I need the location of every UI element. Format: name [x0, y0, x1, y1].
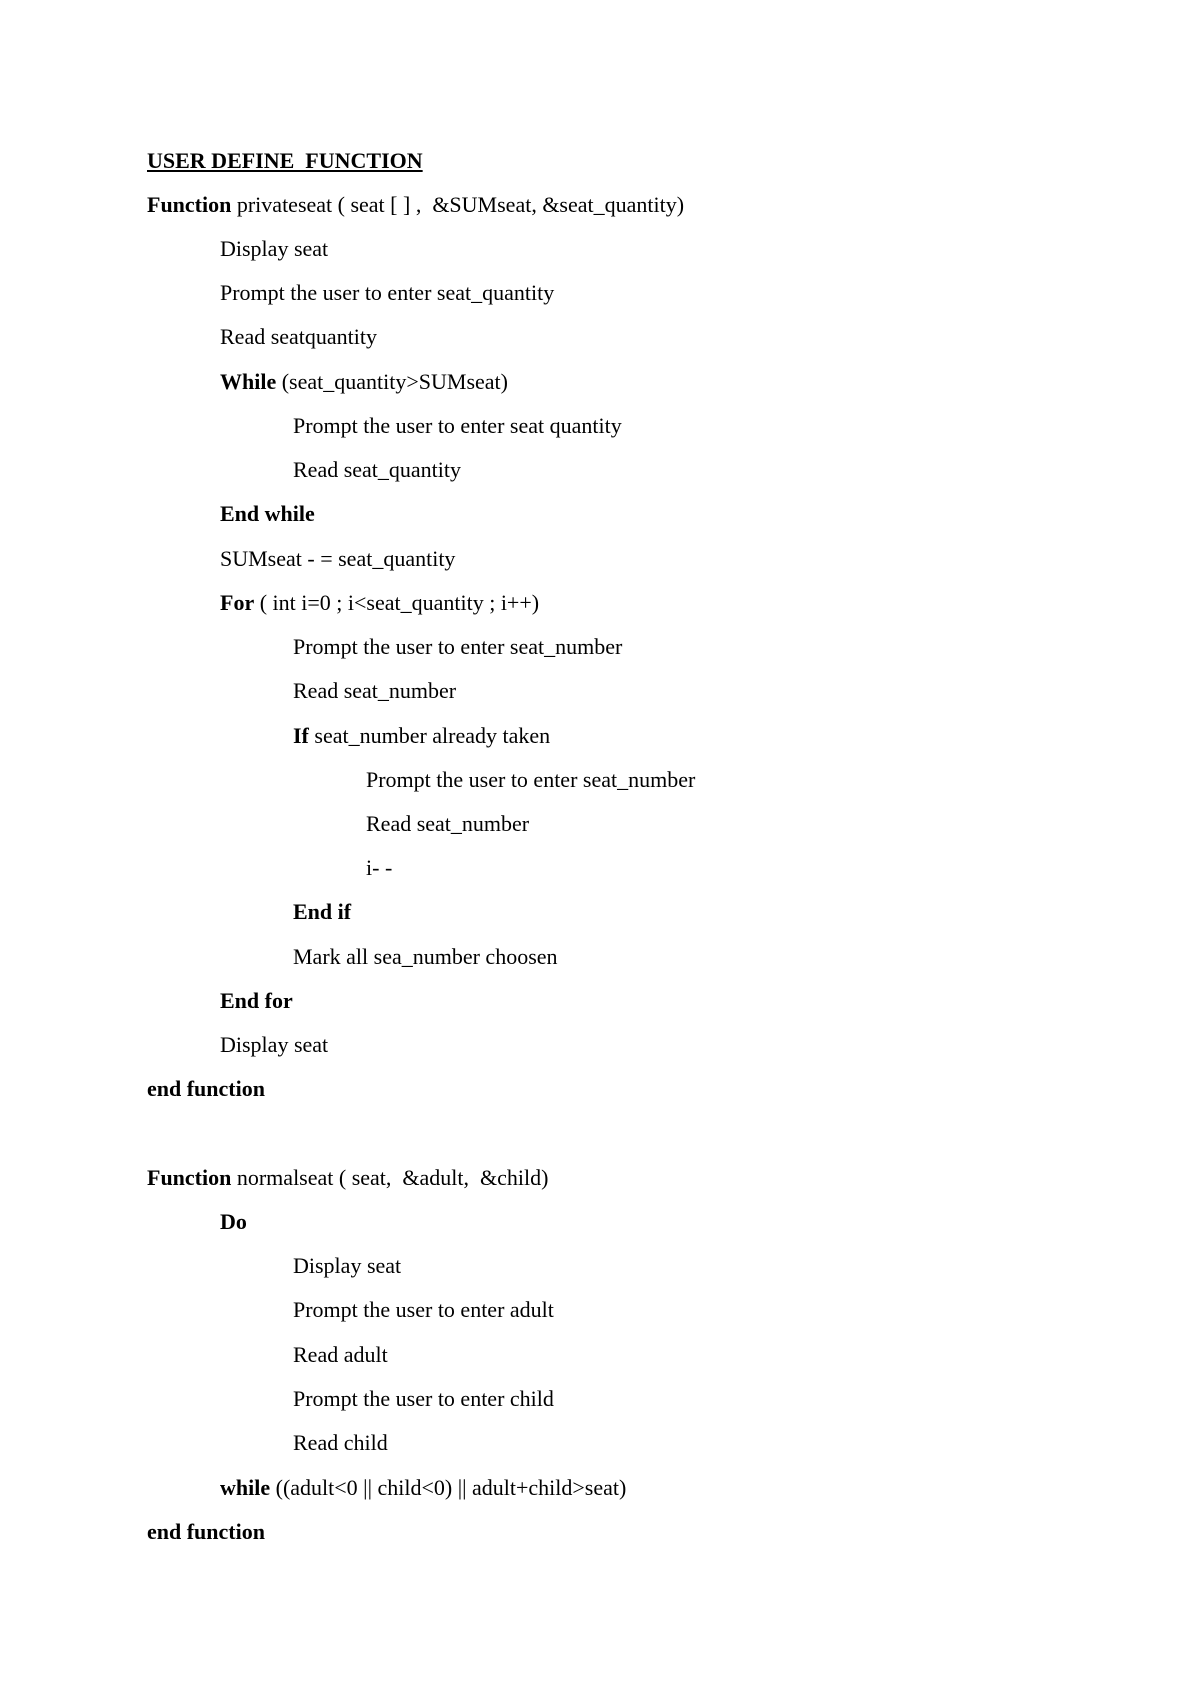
privateseat-params: privateseat ( seat [ ] , &SUMseat, &seat_quantity)	[231, 192, 685, 217]
do-line: Do	[220, 1209, 247, 1234]
function-keyword: Function	[147, 192, 232, 217]
function-keyword: Function	[147, 1165, 232, 1190]
while-read-line: Read seat_quantity	[293, 457, 462, 482]
for-condition: ( int i=0 ; i<seat_quantity ; i++)	[254, 590, 540, 615]
read-adult-line: Read adult	[293, 1342, 388, 1367]
privateseat-signature	[147, 192, 684, 218]
display-seat-line: Display seat	[220, 236, 329, 261]
for-read-line: Read seat_number	[293, 678, 457, 703]
while-prompt-line: Prompt the user to enter seat quantity	[293, 413, 622, 438]
read-child-line: Read child	[293, 1430, 388, 1455]
display-seat-line: Display seat	[293, 1253, 402, 1278]
end-function-line: end function	[147, 1076, 265, 1101]
do-while-line	[220, 1475, 626, 1501]
section-heading: USER DEFINE FUNCTION	[147, 148, 423, 173]
prompt-adult-line: Prompt the user to enter adult	[293, 1297, 554, 1322]
normalseat-params: normalseat ( seat, &adult, &child)	[231, 1165, 549, 1190]
end-function-line: end function	[147, 1519, 265, 1544]
prompt-quantity-line: Prompt the user to enter seat_quantity	[220, 280, 555, 305]
if-prompt-line: Prompt the user to enter seat_number	[366, 767, 696, 792]
normalseat-signature	[147, 1165, 548, 1191]
display-seat-line-2: Display seat	[220, 1032, 329, 1057]
prompt-child-line: Prompt the user to enter child	[293, 1386, 554, 1411]
end-if-line: End if	[293, 899, 352, 924]
while-keyword: While	[220, 369, 277, 394]
mark-seats-line: Mark all sea_number choosen	[293, 944, 558, 969]
if-read-line: Read seat_number	[366, 811, 530, 836]
for-line	[220, 590, 539, 616]
if-condition: seat_number already taken	[308, 723, 551, 748]
if-keyword: If	[293, 723, 309, 748]
if-line	[293, 723, 550, 749]
while-line	[220, 369, 508, 395]
sum-update-line: SUMseat - = seat_quantity	[220, 546, 456, 571]
read-seatquantity-line: Read seatquantity	[220, 324, 378, 349]
end-while-line: End while	[220, 501, 315, 526]
for-prompt-line: Prompt the user to enter seat_number	[293, 634, 623, 659]
while-keyword: while	[220, 1475, 271, 1500]
while-condition: ((adult<0 || child<0) || adult+child>seat)	[270, 1475, 627, 1500]
if-decrement-line: i- -	[366, 855, 393, 880]
while-condition: (seat_quantity>SUMseat)	[276, 369, 508, 394]
end-for-line: End for	[220, 988, 293, 1013]
for-keyword: For	[220, 590, 255, 615]
